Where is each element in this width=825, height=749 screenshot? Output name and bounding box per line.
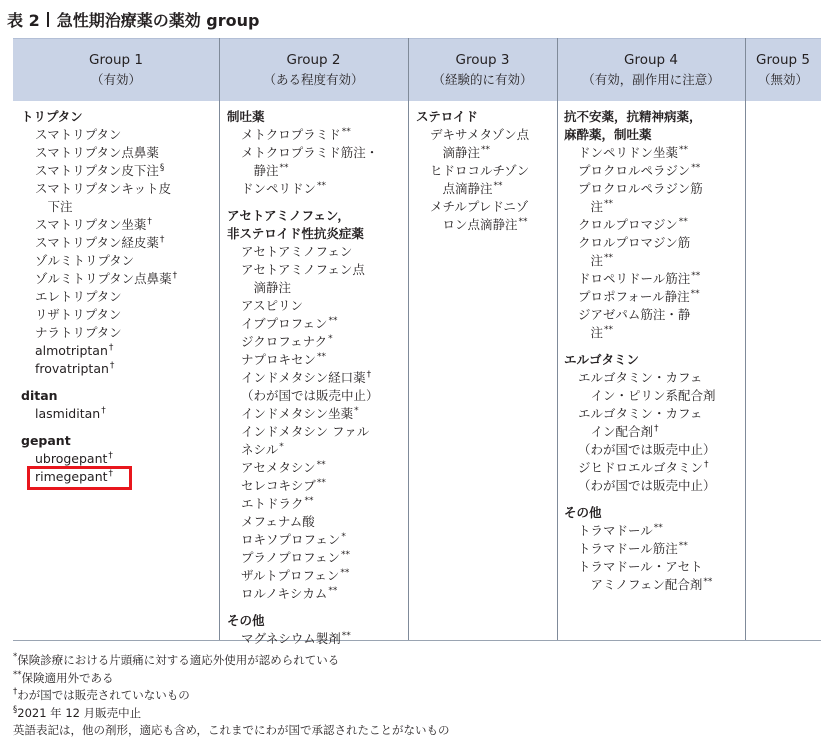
- drug-name: ナラトリプタン: [35, 325, 122, 340]
- drug-item: [227, 126, 405, 144]
- title-separator: [47, 12, 49, 27]
- drug-item: [227, 513, 405, 531]
- drug-name: エルゴタミン・カフェ: [578, 406, 703, 421]
- footnote-mark: **: [317, 180, 327, 191]
- footnote-mark: *: [354, 405, 359, 416]
- drug-item: [21, 126, 216, 144]
- drug-item: [21, 180, 216, 198]
- drug-name: メチルプレドニゾ: [430, 199, 529, 214]
- header-group-4-sub: （有効，副作用に注意）: [582, 72, 720, 87]
- drug-item: [227, 351, 405, 369]
- drug-item: [227, 567, 405, 585]
- drug-name: デキサメタゾン点: [430, 127, 530, 142]
- footnote-mark: §: [159, 162, 165, 173]
- drug-name: 注: [578, 253, 604, 268]
- drug-name: ザルトプロフェン: [241, 568, 340, 583]
- section-heading: トリプタン: [21, 109, 83, 124]
- drug-name: ネシル: [241, 442, 279, 457]
- footnote-mark: †: [159, 234, 165, 245]
- drug-name: トラマドール: [578, 523, 653, 538]
- drug-name: メトクロプラミド: [241, 127, 341, 142]
- drug-item: [564, 180, 744, 198]
- header-group-1-sub: （有効）: [90, 72, 141, 87]
- drug-name: アセトアミノフェン: [241, 244, 353, 259]
- drug-name: プロクロルペラジン: [578, 163, 691, 178]
- drug-name: エレトリプタン: [35, 289, 122, 304]
- footnote-mark: **: [316, 459, 326, 470]
- header-group-5-name: Group 5: [756, 52, 810, 68]
- header-group-3-sub: （経験的に有効）: [432, 72, 533, 87]
- drug-name: （わが国では販売中止）: [578, 478, 716, 493]
- drug-name: ロルノキシカム: [241, 586, 328, 601]
- footnote-mark: †: [108, 450, 113, 461]
- footnote: [13, 670, 450, 688]
- drug-item: [227, 315, 405, 333]
- footnote-mark: **: [481, 144, 491, 155]
- footnote-mark: **: [703, 576, 713, 587]
- footnote-mark: †: [654, 423, 659, 434]
- drug-item: [21, 198, 216, 216]
- header-group-2-sub: （ある程度有効）: [263, 72, 364, 87]
- drug-name: almotriptan: [35, 343, 108, 358]
- drug-item: [564, 558, 744, 576]
- drug-item: [416, 198, 554, 216]
- drug-item: [21, 162, 216, 180]
- drug-item: [21, 324, 216, 342]
- footnote-mark: **: [653, 522, 663, 533]
- footnote-mark: **: [304, 495, 314, 506]
- drug-item: [21, 342, 216, 360]
- drug-name: イン配合剤: [578, 424, 654, 439]
- drug-item: [416, 144, 554, 162]
- footnote-mark: **: [328, 585, 338, 596]
- highlight-box: [27, 466, 132, 490]
- header-group-1: [13, 39, 219, 101]
- drug-name: rimegepant: [35, 469, 108, 484]
- drug-item: [227, 243, 405, 261]
- footnote-mark: *: [13, 652, 18, 663]
- drug-name: プラノプロフェン: [241, 550, 341, 565]
- drug-name: ドンペリドン: [241, 181, 317, 196]
- footnote-text: 保険適用外である: [21, 670, 114, 685]
- footnote-mark: §: [13, 704, 18, 715]
- drug-item: [21, 144, 216, 162]
- drug-item: [21, 252, 216, 270]
- drug-item: [227, 333, 405, 351]
- drug-item: [564, 198, 744, 216]
- drug-item: [564, 540, 744, 558]
- drug-name: ドロペリドール筋注: [578, 271, 691, 286]
- drug-name: アセトアミノフェン点: [241, 262, 365, 277]
- footnote-mark: **: [328, 315, 338, 326]
- drug-item: [564, 369, 744, 387]
- drug-name: 注: [578, 199, 604, 214]
- footnote-mark: †: [13, 687, 18, 698]
- section-heading: エルゴタミン: [564, 352, 640, 367]
- footnote-mark: †: [366, 369, 372, 380]
- drug-name: イブプロフェン: [241, 316, 328, 331]
- footnote-mark: **: [604, 198, 614, 209]
- footnote-mark: †: [108, 342, 114, 353]
- drug-item: [21, 360, 216, 378]
- drug-item: [564, 522, 744, 540]
- drug-item: [227, 477, 405, 495]
- drug-item: [227, 630, 405, 648]
- table-header: [13, 38, 821, 101]
- footnote-mark: **: [317, 351, 327, 362]
- drug-item: [564, 441, 744, 459]
- section-heading: その他: [227, 613, 265, 628]
- drug-name: 静注: [241, 163, 279, 178]
- footnote-mark: **: [340, 567, 350, 578]
- footnote-mark: **: [604, 324, 614, 335]
- drug-name: frovatriptan: [35, 361, 109, 376]
- footnote-text: 2021 年 12 月販売中止: [17, 705, 142, 720]
- drug-item: [227, 441, 405, 459]
- drug-name: メフェナム酸: [241, 514, 315, 529]
- drug-name: マグネシウム製剤: [241, 631, 341, 646]
- drug-name: トラマドール筋注: [578, 541, 678, 556]
- drug-name: （わが国では販売中止）: [578, 442, 716, 457]
- drug-item: [564, 477, 744, 495]
- drug-item: [564, 144, 744, 162]
- footnote-mark: **: [279, 162, 289, 173]
- footnote-mark: †: [109, 360, 115, 371]
- drug-name: 点滴静注: [430, 181, 493, 196]
- table-body: [13, 100, 821, 646]
- drug-item: [416, 180, 554, 198]
- drug-name: ヒドロコルチゾン: [430, 163, 530, 178]
- drug-name: 滴静注: [430, 145, 481, 160]
- footnote: [13, 687, 450, 705]
- drug-name: クロルプロマジン: [578, 217, 678, 232]
- header-group-3: [408, 39, 557, 101]
- table-caption: 急性期治療薬の薬効 group: [56, 10, 260, 30]
- footnote-mark: **: [316, 477, 326, 488]
- drug-item: [564, 162, 744, 180]
- footnote-mark: *: [341, 531, 346, 542]
- drug-name: リザトリプタン: [35, 307, 122, 322]
- drug-name: 下注: [35, 199, 73, 214]
- drug-name: スマトリプタン: [35, 127, 122, 142]
- drug-name: プロクロルペラジン筋: [578, 181, 703, 196]
- table-label: 表 2: [7, 10, 40, 30]
- drug-name: イン・ピリン系配合剤: [578, 388, 716, 403]
- drug-name: ナプロキセン: [241, 352, 317, 367]
- header-group-4: [557, 39, 745, 101]
- drug-item: [227, 369, 405, 387]
- footnote-mark: **: [679, 144, 689, 155]
- drug-item: [21, 270, 216, 288]
- footnote-mark: †: [108, 468, 114, 479]
- drug-name: インドメタシン坐薬: [241, 406, 354, 421]
- footnote-mark: **: [604, 252, 614, 263]
- section-heading: gepant: [21, 433, 71, 448]
- footnote: [13, 652, 450, 670]
- drug-name: インドメタシン ファル: [241, 424, 370, 439]
- drug-name: エルゴタミン・カフェ: [578, 370, 703, 385]
- header-group-2-name: Group 2: [286, 52, 341, 68]
- group-4-column: [564, 108, 744, 594]
- drug-item: [227, 387, 405, 405]
- drug-name: 滴静注: [241, 280, 292, 295]
- drug-item: [564, 270, 744, 288]
- drug-name: ゾルミトリプタン: [35, 253, 135, 268]
- drug-item: [227, 261, 405, 279]
- drug-item: [227, 180, 405, 198]
- drug-item: [564, 252, 744, 270]
- drug-name: ubrogepant: [35, 451, 108, 466]
- drug-item: [416, 126, 554, 144]
- drug-item: [564, 576, 744, 594]
- drug-item: [564, 405, 744, 423]
- drug-item: [564, 324, 744, 342]
- footnote-mark: †: [172, 270, 178, 281]
- drug-item: [227, 531, 405, 549]
- drug-name: スマトリプタン点鼻薬: [35, 145, 159, 160]
- drug-name: アセメタシン: [241, 460, 316, 475]
- footnote-mark: **: [13, 669, 22, 680]
- drug-name: ゾルミトリプタン点鼻薬: [35, 271, 172, 286]
- footnote-text: 保険診療における片頭痛に対する適応外使用が認められている: [17, 653, 340, 667]
- footnote-mark: †: [101, 405, 106, 416]
- drug-name: ジアゼパム筋注・静: [578, 307, 691, 322]
- section-heading: ditan: [21, 388, 58, 403]
- drug-item: [564, 423, 744, 441]
- drug-item: [227, 405, 405, 423]
- header-group-5: [745, 39, 821, 101]
- drug-item: [21, 288, 216, 306]
- header-group-2: [219, 39, 408, 101]
- drug-item: [564, 387, 744, 405]
- footnote-mark: †: [147, 216, 152, 227]
- section-heading: 抗不安薬，抗精神病薬， 麻酔薬，制吐薬: [564, 109, 702, 142]
- drug-name: ドンペリドン坐薬: [578, 145, 679, 160]
- drug-item: [21, 405, 216, 423]
- group-1-column: [21, 108, 216, 486]
- drug-name: ロン点滴静注: [430, 217, 518, 232]
- footnote-mark: **: [678, 540, 688, 551]
- drug-item: [227, 423, 405, 441]
- header-group-1-name: Group 1: [89, 52, 143, 68]
- footnote-text: 英語表記は，他の剤形，適応も含め，これまでにわが国で承認されたことがないもの: [13, 723, 450, 737]
- header-group-3-name: Group 3: [455, 52, 510, 68]
- drug-name: スマトリプタン皮下注: [35, 163, 159, 178]
- drug-item: [227, 549, 405, 567]
- footnote-mark: *: [328, 333, 333, 344]
- footnote-text: わが国では販売されていないもの: [17, 688, 190, 702]
- drug-name: メトクロプラミド筋注・: [241, 145, 379, 160]
- footnote-mark: **: [493, 180, 503, 191]
- group-2-column: [227, 108, 405, 648]
- drug-item: [564, 306, 744, 324]
- drug-name: プロポフォール静注: [578, 289, 690, 304]
- footnote-mark: **: [518, 216, 528, 227]
- group-3-column: [416, 108, 554, 234]
- section-heading: その他: [564, 505, 602, 520]
- drug-name: トラマドール・アセト: [578, 559, 703, 574]
- drug-name: エトドラク: [241, 496, 304, 511]
- footnote-mark: †: [704, 459, 709, 470]
- drug-name: アミノフェン配合剤: [578, 577, 703, 592]
- drug-item: [227, 162, 405, 180]
- drug-item: [21, 234, 216, 252]
- drug-name: ジヒドロエルゴタミン: [578, 460, 704, 475]
- table-title: [7, 6, 259, 32]
- footnote-mark: **: [341, 549, 351, 560]
- drug-name: スマトリプタン経皮薬: [35, 235, 159, 250]
- footnote-mark: **: [341, 126, 351, 137]
- header-group-5-sub: （無効）: [757, 72, 808, 87]
- drug-name: インドメタシン経口薬: [241, 370, 366, 385]
- drug-item: [564, 216, 744, 234]
- drug-name: （わが国では販売中止）: [241, 388, 379, 403]
- drug-name: スマトリプタンキット皮: [35, 181, 172, 196]
- drug-item: [564, 459, 744, 477]
- drug-item: [21, 306, 216, 324]
- footnote-mark: **: [691, 162, 701, 173]
- footnote-mark: **: [690, 288, 700, 299]
- section-heading: 制吐薬: [227, 109, 265, 124]
- drug-name: クロルプロマジン筋: [578, 235, 691, 250]
- drug-item: [227, 585, 405, 603]
- drug-name: セレコキシブ: [241, 478, 316, 493]
- drug-name: lasmiditan: [35, 406, 101, 421]
- drug-item: [416, 162, 554, 180]
- drug-item: [416, 216, 554, 234]
- footnote: [13, 705, 450, 723]
- footnote-mark: **: [678, 216, 688, 227]
- drug-item: [227, 279, 405, 297]
- section-heading: アセトアミノフェン， 非ステロイド性抗炎症薬: [227, 208, 364, 241]
- footnote: [13, 722, 450, 740]
- footnote-mark: *: [279, 441, 284, 452]
- drug-name: スマトリプタン坐薬: [35, 217, 147, 232]
- footnotes: [13, 652, 450, 740]
- drug-item: [227, 144, 405, 162]
- drug-item: [21, 216, 216, 234]
- drug-item: [227, 495, 405, 513]
- section-heading: ステロイド: [416, 109, 478, 124]
- drug-item: [564, 288, 744, 306]
- drug-item: [227, 459, 405, 477]
- drug-item: [227, 297, 405, 315]
- footnote-mark: **: [691, 270, 701, 281]
- footnote-mark: **: [341, 630, 351, 641]
- drug-item: [564, 234, 744, 252]
- header-group-4-name: Group 4: [624, 52, 678, 68]
- drug-name: ジクロフェナク: [241, 334, 328, 349]
- drug-name: 注: [578, 325, 604, 340]
- drug-name: アスピリン: [241, 298, 304, 313]
- drug-name: ロキソプロフェン: [241, 532, 341, 547]
